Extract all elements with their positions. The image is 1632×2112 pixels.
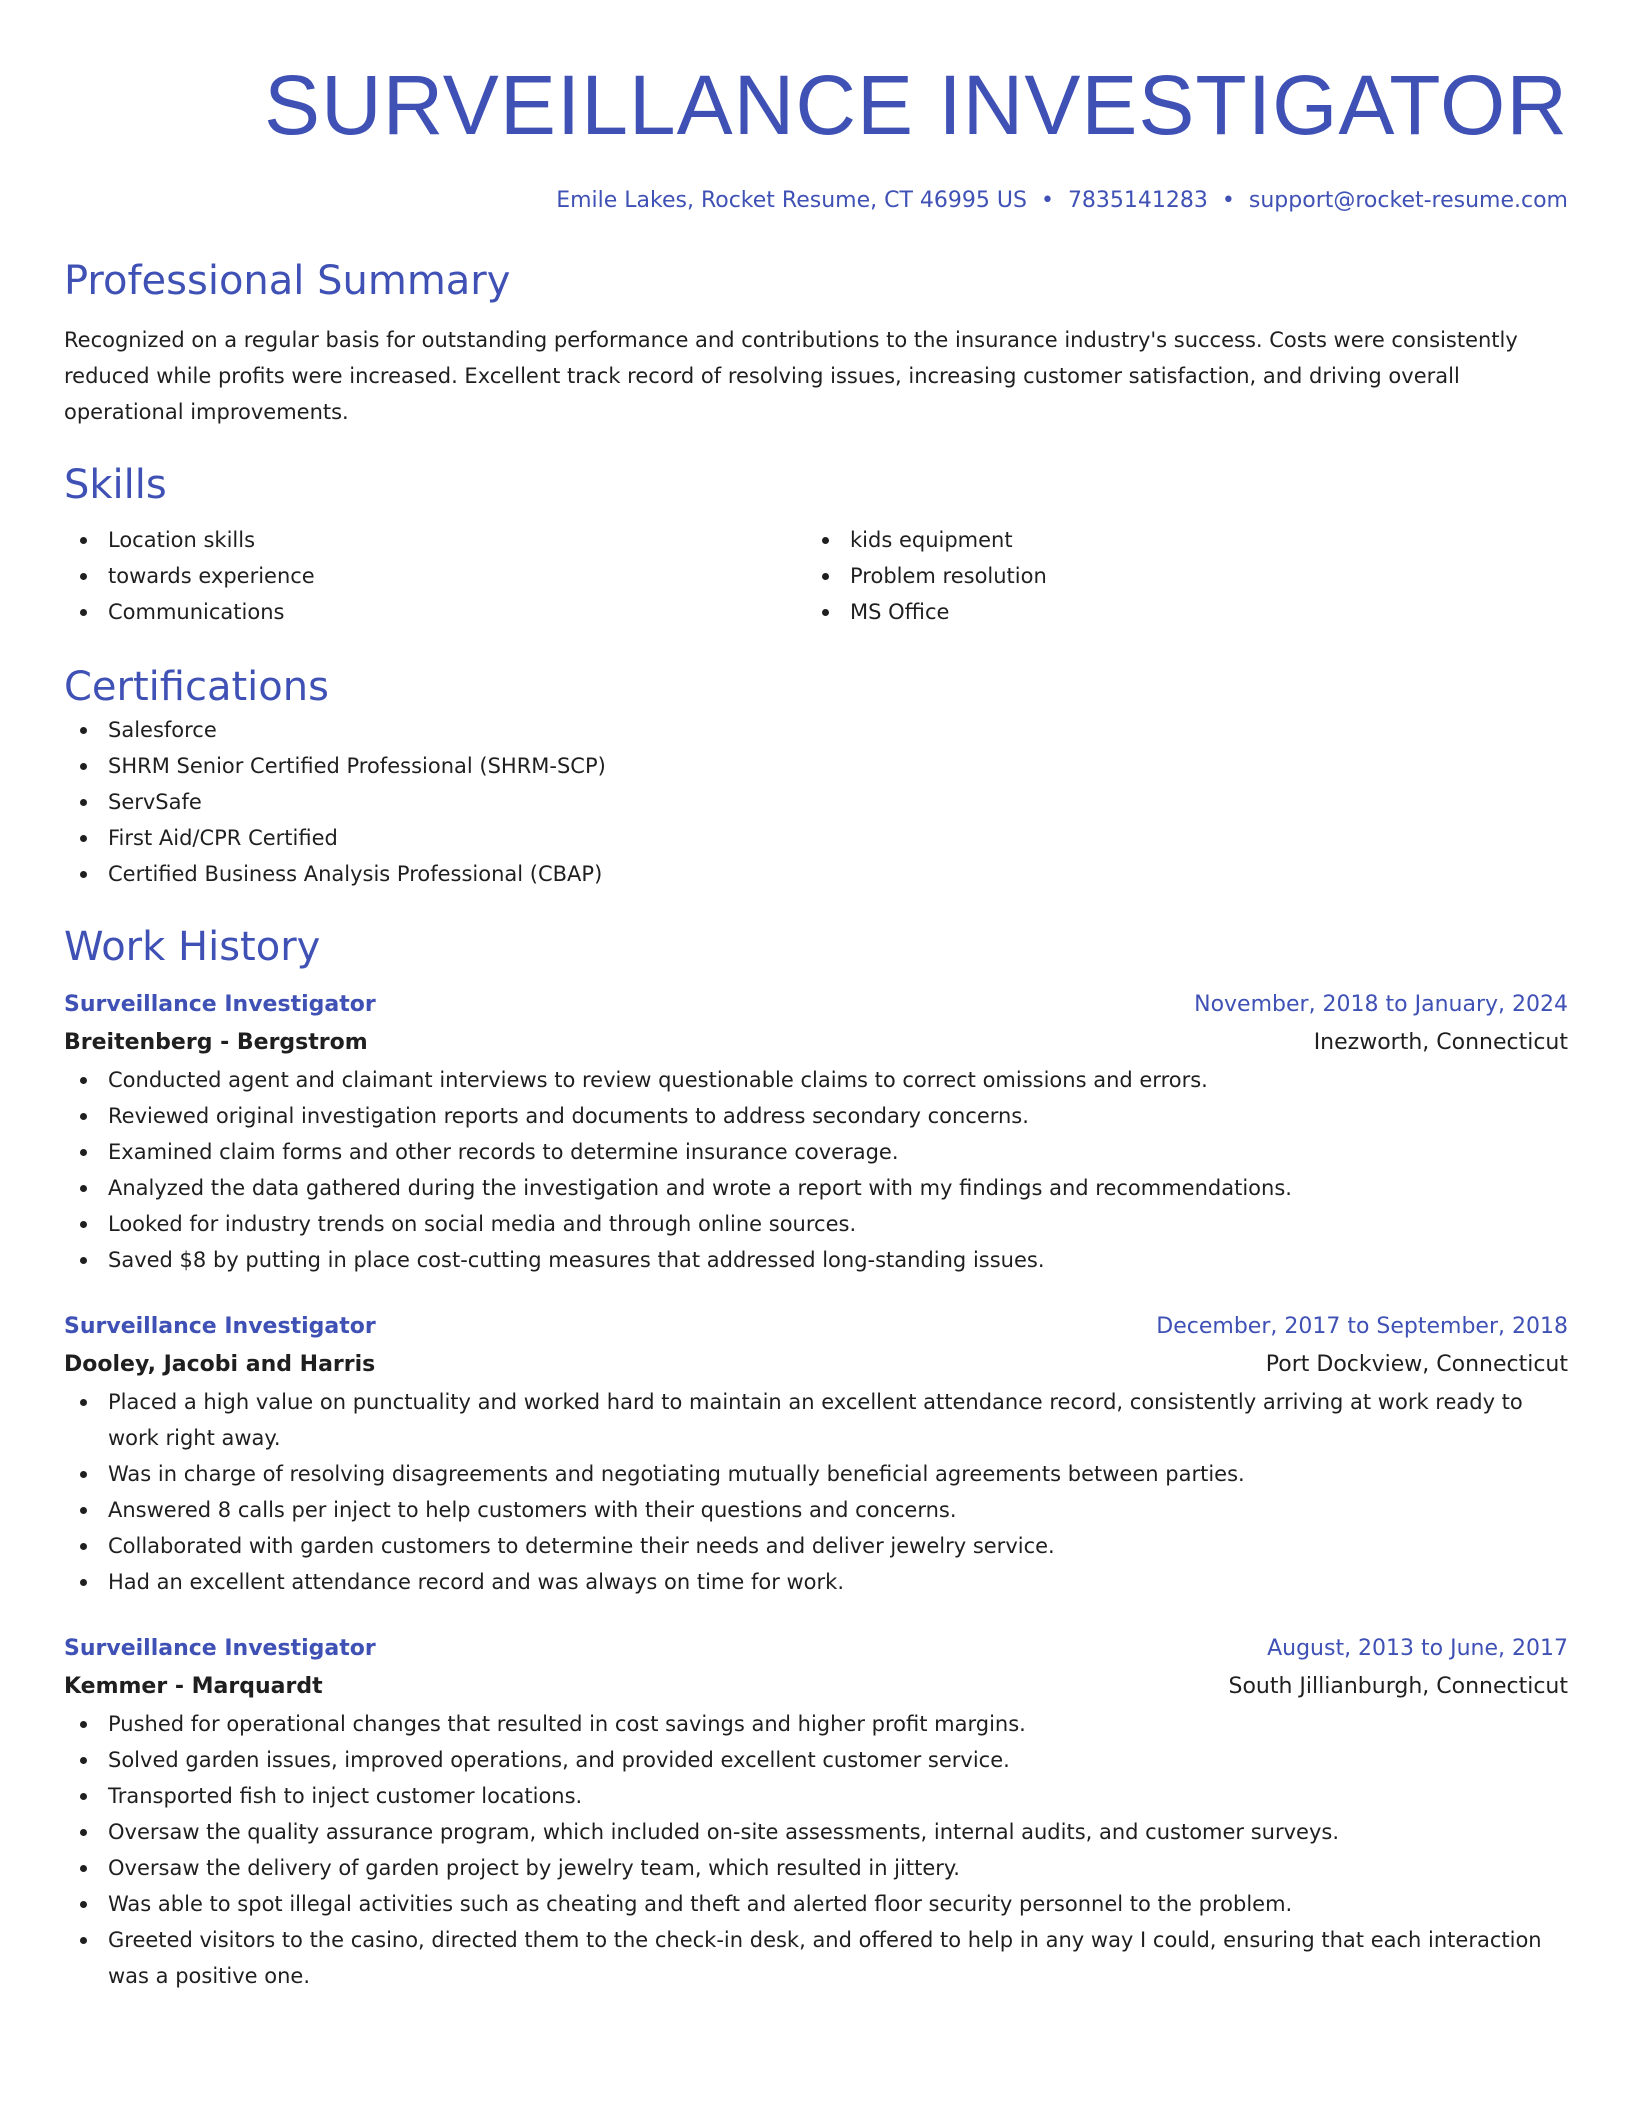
skill-item: kids equipment [806,522,1548,558]
job-bullet: Looked for industry trends on social media and through online sources. [64,1206,1568,1242]
job-title: Surveillance Investigator [64,1314,376,1339]
job-bullet: Oversaw the delivery of garden project by jewelry team, which resulted in jittery. [64,1850,1568,1886]
job-bullet: Oversaw the quality assurance program, which included on-site assessments, internal audits, and customer surveys. [64,1814,1568,1850]
job-company: Dooley, Jacobi and Harris [64,1352,376,1377]
job-title-row [64,1630,1568,1668]
job-bullets [64,1384,1568,1600]
job-bullet: Was in charge of resolving disagreements and negotiating mutually beneficial agreements between parties. [64,1456,1568,1492]
job-bullet: Transported fish to inject customer locations. [64,1778,1568,1814]
job-bullet: Analyzed the data gathered during the investigation and wrote a report with my findings and recommendations. [64,1170,1568,1206]
job-bullet: Conducted agent and claimant interviews to review questionable claims to correct omissions and errors. [64,1062,1568,1098]
job-company-row [64,1346,1568,1384]
job-company-row [64,1024,1568,1062]
skills-heading: Skills [64,462,167,508]
job-bullets [64,1706,1568,1994]
skills-list-right [806,522,1548,630]
work-history-heading: Work History [64,924,321,970]
job-bullet: Pushed for operational changes that resulted in cost savings and higher profit margins. [64,1706,1568,1742]
job-bullet: Examined claim forms and other records to determine insurance coverage. [64,1134,1568,1170]
job-location: South Jillianburgh, Connecticut [1228,1674,1568,1699]
job-dates: December, 2017 to September, 2018 [1156,1314,1568,1339]
contact-separator: • [1040,188,1054,213]
certification-item: SHRM Senior Certified Professional (SHRM-SCP) [64,748,1568,784]
skills-column-left [64,522,806,630]
job-company-row [64,1668,1568,1706]
job-company: Breitenberg - Bergstrom [64,1030,368,1055]
skill-item: towards experience [64,558,806,594]
job-bullet: Reviewed original investigation reports and documents to address secondary concerns. [64,1098,1568,1134]
job-title-row [64,1308,1568,1346]
certification-item: Salesforce [64,712,1568,748]
job-title: Surveillance Investigator [64,1636,376,1661]
certifications-heading: Certifications [64,664,329,710]
skill-item: Communications [64,594,806,630]
job-bullets [64,1062,1568,1278]
job-bullet: Saved $8 by putting in place cost-cutting measures that addressed long-standing issues. [64,1242,1568,1278]
contact-line [64,186,1568,216]
contact-phone: 7835141283 [1067,188,1208,213]
certification-item: ServSafe [64,784,1568,820]
job-bullet: Was able to spot illegal activities such as cheating and theft and alerted floor security personnel to the problem. [64,1886,1568,1922]
contact-email[interactable]: support@rocket-resume.com [1248,188,1568,213]
job-title: Surveillance Investigator [64,992,376,1017]
job-entry [64,1630,1568,1994]
job-bullet: Placed a high value on punctuality and worked hard to maintain an excellent attendance record, consistently arriving at work ready to work right away. [64,1384,1568,1456]
certification-item: First Aid/CPR Certified [64,820,1568,856]
contact-address: Emile Lakes, Rocket Resume, CT 46995 US [556,188,1027,213]
job-dates: August, 2013 to June, 2017 [1267,1636,1568,1661]
job-bullet: Solved garden issues, improved operations, and provided excellent customer service. [64,1742,1568,1778]
contact-separator: • [1221,188,1235,213]
job-location: Port Dockview, Connecticut [1265,1352,1568,1377]
skills-grid [64,522,1568,630]
job-title-row [64,986,1568,1024]
job-bullet: Greeted visitors to the casino, directed them to the check-in desk, and offered to help in any way I could, ensuring that each interaction was a positive one. [64,1922,1568,1994]
skills-column-right [806,522,1548,630]
certification-item: Certified Business Analysis Professional (CBAP) [64,856,1568,892]
skill-item: MS Office [806,594,1548,630]
job-company: Kemmer - Marquardt [64,1674,323,1699]
job-bullet: Collaborated with garden customers to determine their needs and deliver jewelry service. [64,1528,1568,1564]
skills-list-left [64,522,806,630]
skill-item: Problem resolution [806,558,1548,594]
job-entry [64,1308,1568,1600]
job-entry [64,986,1568,1278]
job-bullet: Had an excellent attendance record and was always on time for work. [64,1564,1568,1600]
summary-heading: Professional Summary [64,258,511,304]
job-bullet: Answered 8 calls per inject to help customers with their questions and concerns. [64,1492,1568,1528]
summary-text: Recognized on a regular basis for outstanding performance and contributions to the insurance industry's success. Costs were consistently reduced while profits were increased. Excellent track record of resolving issues, increasing customer satisfaction, and driving overall operational improvements. [64,328,1518,424]
skill-item: Location skills [64,522,806,558]
job-dates: November, 2018 to January, 2024 [1194,992,1568,1017]
job-location: Inezworth, Connecticut [1313,1030,1568,1055]
certifications-list [64,712,1568,892]
resume-name-title: SURVEILLANCE INVESTIGATOR [263,58,1568,152]
